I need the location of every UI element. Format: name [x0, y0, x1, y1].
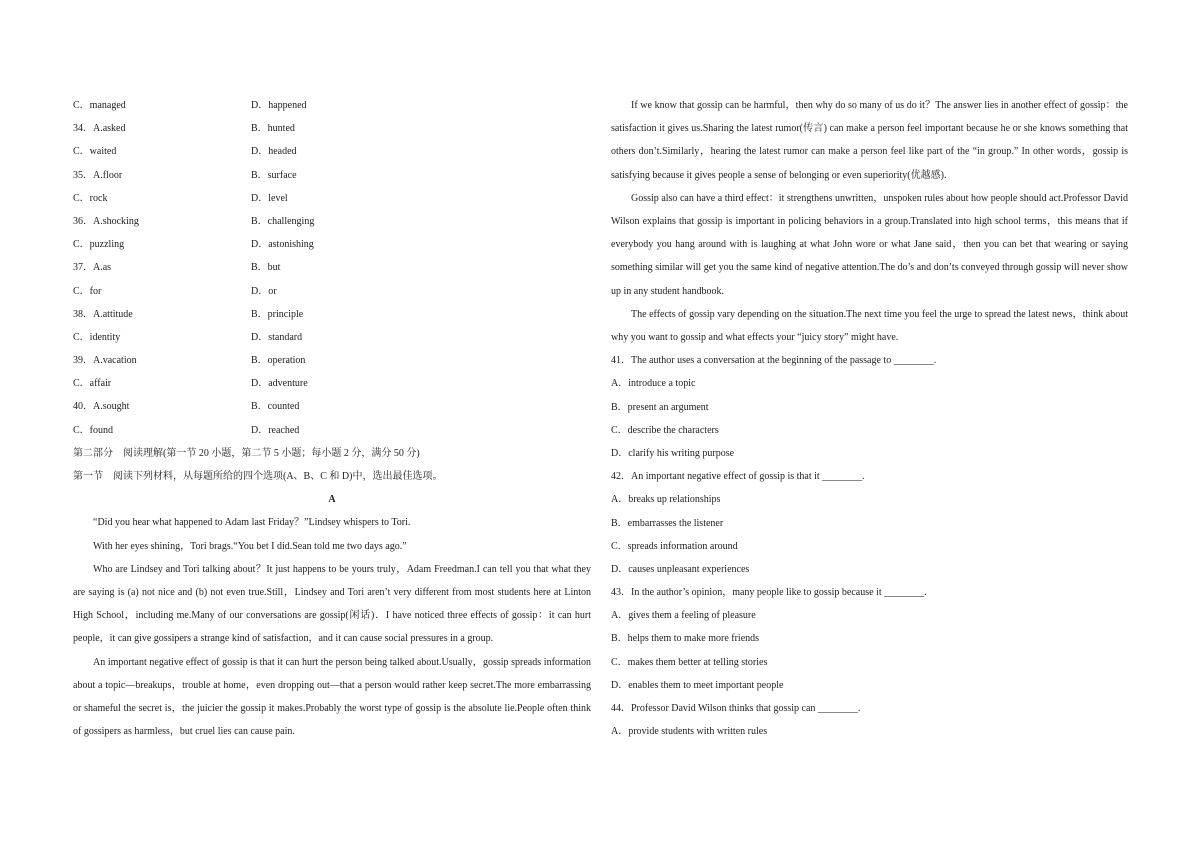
passage-paragraph: With her eyes shining，Tori brags.“You bet I did.Sean told me two days ago.”	[93, 540, 407, 552]
question-stem: 41．The author uses a conversation at the beginning of the passage to ________.	[611, 355, 937, 367]
option-row	[73, 419, 591, 442]
question-option: D．clarify his writing purpose	[611, 447, 735, 459]
option-row	[73, 94, 591, 117]
option-right: D．astonishing	[251, 239, 314, 251]
passage-paragraph: Who are Lindsey and Tori talking about？It just happens to be yours truly，Adam Freedman.I can tell you that what they are saying is (a) not nice and (b) not even true.Still，Lindsey and Tori aren’t very different from most students here at Linton High School，including me.Many of our conversations are gossip(闲话)．I have noticed three effects of gossip：it can hurt people，it can give gossipers a strange kind of satisfaction，and it can cause social pressures in a group.	[73, 563, 591, 645]
answer-options-list	[73, 94, 591, 442]
option-left: C．identity	[73, 331, 121, 343]
option-right: D．or	[251, 285, 277, 297]
passage-left	[73, 511, 591, 743]
question-option: A．breaks up relationships	[611, 494, 721, 506]
option-row	[73, 303, 591, 326]
passage-paragraph: If we know that gossip can be harmful，then why do so many of us do it？The answer lies in another effect of gossip：the satisfaction it gives us.Sharing the latest rumor(传言) can make a person feel important because he or she knows something that others don’t.Similarly，hearing the latest rumor can make a person feel like part of the “in group.” In other words，gossip is satisfying because it gives people a sense of belonging or even superiority(优越感).	[611, 100, 1128, 181]
section2-instructions: 第一节 阅读下列材料，从每题所给的四个选项(A、B、C 和 D)中，选出最佳选项。	[73, 471, 443, 482]
question-option: A．introduce a topic	[611, 378, 696, 390]
option-row	[73, 140, 591, 163]
option-row	[73, 187, 591, 210]
option-right: D．reached	[251, 424, 300, 436]
option-row	[73, 372, 591, 395]
option-left: C．managed	[73, 100, 126, 111]
option-right: B．principle	[251, 308, 304, 320]
passage-right	[611, 94, 1128, 349]
option-left: C．puzzling	[73, 239, 125, 251]
passage-paragraph: Gossip also can have a third effect：it strengthens unwritten，unspoken rules about how people should act.Professor David Wilson explains that gossip is important in policing behaviors in a group.Translated into high school terms，this means that if everybody you hang around with is laughing at what John wore or what Jane said，then you can bet that wearing or saying something similar will get you the same kind of negative attention.The do’s and don’ts conveyed through gossip will never show up in any student handbook.	[611, 192, 1128, 297]
passage-paragraph: The effects of gossip vary depending on the situation.The next time you feel the urge to spread the latest news，think about why you want to gossip and what effects your “juicy story” might have.	[611, 308, 1128, 344]
option-row	[73, 395, 591, 418]
option-row	[73, 210, 591, 233]
option-left: C．found	[73, 424, 113, 436]
option-row	[73, 349, 591, 372]
option-right: D．standard	[251, 331, 303, 343]
section2-heading: 第二部分 阅读理解(第一节 20 小题，第二节 5 小题；每小题 2 分，满分 50 分)	[73, 447, 420, 459]
option-left: 36．A.shocking	[73, 215, 139, 227]
passage-paragraph: An important negative effect of gossip is that it can hurt the person being talked about.Usually，gossip spreads information about a topic—breakups，trouble at home，even dropping out—that a person would rather keep secret.The more embarrassing or shameful the secret is，the juicier the gossip it makes.Probably the worst type of gossip is the absolute lie.People often think of gossipers as harmless，but cruel lies can cause pain.	[73, 656, 591, 738]
option-row	[73, 164, 591, 187]
option-left: C．waited	[73, 146, 117, 158]
question-stem: 43．In the author’s opinion，many people like to gossip because it ________.	[611, 587, 927, 599]
option-row	[73, 117, 591, 140]
option-right: B．challenging	[251, 215, 315, 227]
question-option: A．provide students with written rules	[611, 726, 768, 738]
option-right: B．hunted	[251, 123, 295, 135]
passage-paragraph: “Did you hear what happened to Adam last Friday？”Lindsey whispers to Tori.	[93, 517, 411, 529]
option-row	[73, 326, 591, 349]
question-option: C．makes them better at telling stories	[611, 656, 768, 668]
option-left: 40．A.sought	[73, 401, 130, 413]
option-left: 38．A.attitude	[73, 308, 133, 320]
question-option: C．spreads information around	[611, 540, 738, 552]
question-option: A．gives them a feeling of pleasure	[611, 610, 756, 622]
left-column	[73, 94, 591, 743]
question-option: D．enables them to meet important people	[611, 679, 784, 691]
question-option: C．describe the characters	[611, 424, 719, 436]
option-left: C．rock	[73, 192, 108, 204]
option-left: 35．A.floor	[73, 169, 123, 181]
option-left: 34．A.asked	[73, 123, 126, 135]
option-left: 39．A.vacation	[73, 355, 137, 367]
option-left: C．affair	[73, 378, 112, 390]
question-option: B．helps them to make more friends	[611, 633, 760, 645]
option-row	[73, 280, 591, 303]
option-row	[73, 233, 591, 256]
option-right: D．adventure	[251, 378, 308, 390]
option-right: D．level	[251, 192, 288, 204]
option-right: B．but	[251, 262, 281, 274]
questions-list	[611, 349, 1128, 743]
option-right: D．headed	[251, 146, 297, 158]
question-option: B．present an argument	[611, 401, 709, 413]
option-right: B．surface	[251, 169, 297, 181]
option-right: D．happened	[251, 100, 307, 111]
question-option: B．embarrasses the listener	[611, 517, 724, 529]
option-right: B．operation	[251, 355, 306, 367]
question-stem: 42．An important negative effect of gossip is that it ________.	[611, 471, 865, 483]
option-right: B．counted	[251, 401, 300, 413]
option-left: 37．A.as	[73, 262, 112, 274]
question-option: D．causes unpleasant experiences	[611, 563, 750, 575]
option-row	[73, 256, 591, 279]
right-column	[611, 94, 1128, 743]
passage-letter: A	[328, 494, 336, 506]
option-left: C．for	[73, 285, 102, 297]
question-stem: 44．Professor David Wilson thinks that gossip can ________.	[611, 703, 861, 715]
